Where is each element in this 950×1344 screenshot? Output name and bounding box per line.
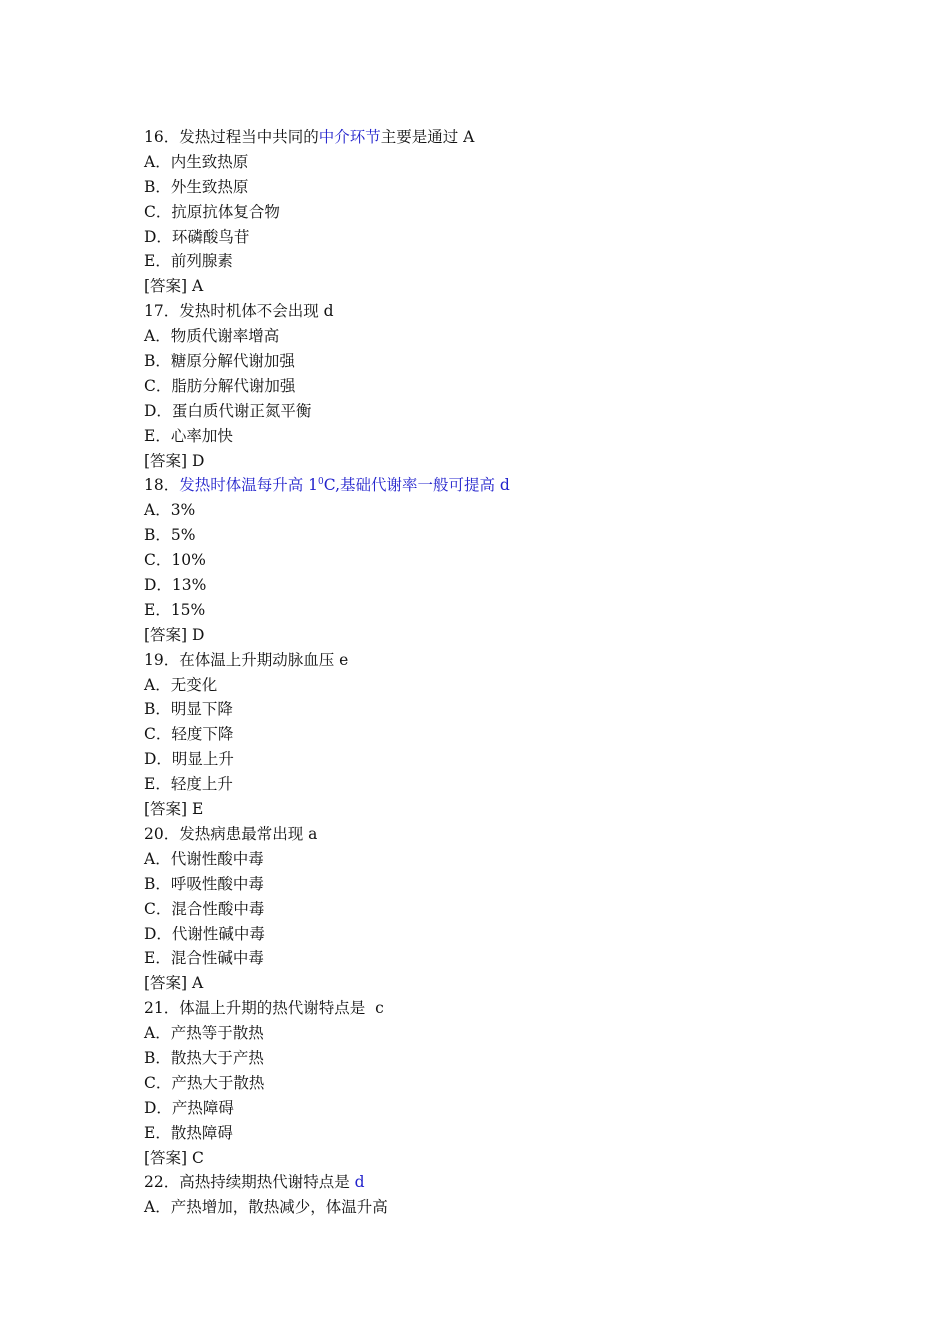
text-run: E．混合性碱中毒 [144, 949, 264, 968]
text-run: A．物质代谢率增高 [144, 327, 280, 346]
text-run: C．10% [144, 551, 206, 570]
text-run: 20．发热病患最常出现 a [144, 824, 318, 843]
text-line-q21-d [144, 1096, 510, 1121]
text-line-q20 [144, 822, 510, 847]
text-line-q21 [144, 996, 510, 1021]
text-run: 19．在体温上升期动脉血压 e [144, 650, 349, 669]
text-run: A．无变化 [144, 675, 218, 694]
text-run: C．抗原抗体复合物 [144, 202, 280, 221]
text-run: D．明显上升 [144, 750, 234, 769]
text-line-q17 [144, 299, 510, 324]
text-line-q16-d [144, 225, 510, 250]
text-line-q19-e [144, 772, 510, 797]
text-line-q20-ans [144, 971, 510, 996]
text-run: C．产热大于散热 [144, 1073, 265, 1092]
text-run: B．呼吸性酸中毒 [144, 874, 264, 893]
text-line-q20-a [144, 847, 510, 872]
text-line-q17-c [144, 374, 510, 399]
text-run: B．明显下降 [144, 700, 233, 719]
text-run: D．产热障碍 [144, 1098, 234, 1117]
text-run: 主要是通过 A [380, 128, 475, 146]
text-line-q16 [144, 125, 510, 150]
text-line-q18-c [144, 548, 510, 573]
text-line-q21-c [144, 1071, 510, 1096]
text-run: D．蛋白质代谢正氮平衡 [144, 401, 312, 420]
text-line-q21-e [144, 1121, 510, 1146]
text-line-q17-b [144, 349, 510, 374]
text-run: 0 [318, 477, 324, 488]
text-run: D．代谢性碱中毒 [144, 924, 265, 943]
text-line-q16-ans [144, 274, 510, 299]
text-run: 22．高热持续期热代谢特点是 [144, 1173, 355, 1192]
text-line-q19-ans [144, 797, 510, 822]
text-line-q19-c [144, 722, 510, 747]
text-line-q19-d [144, 747, 510, 772]
text-line-q19-a [144, 673, 510, 698]
text-line-q19-b [144, 697, 510, 722]
text-run: [答案] D [144, 625, 205, 644]
text-line-q17-d [144, 399, 510, 424]
text-run: 17．发热时机体不会出现 d [144, 302, 334, 321]
text-line-q21-a [144, 1021, 510, 1046]
text-line-q22 [144, 1170, 510, 1195]
text-run: [答案] D [144, 451, 205, 470]
text-line-q20-d [144, 922, 510, 947]
text-run: D．环磷酸鸟苷 [144, 227, 250, 246]
text-line-q18-ans [144, 623, 510, 648]
text-line-q20-c [144, 897, 510, 922]
text-line-q17-a [144, 324, 510, 349]
text-line-q18-b [144, 523, 510, 548]
text-run: 18． [144, 476, 180, 495]
text-line-q18-a [144, 498, 510, 523]
text-line-q21-ans [144, 1146, 510, 1171]
text-run: 16．发热过程当中共同的 [144, 128, 319, 146]
text-line-q16-a [144, 150, 510, 175]
text-run: [答案] A [144, 974, 204, 993]
text-line-q16-c [144, 200, 510, 225]
text-run: B．糖原分解代谢加强 [144, 352, 295, 371]
text-line-q22-a [144, 1195, 510, 1220]
text-line-q18-d [144, 573, 510, 598]
text-run: E．前列腺素 [144, 252, 233, 271]
text-run: E．15% [144, 600, 206, 619]
text-run: B．散热大于产热 [144, 1048, 264, 1067]
text-line-q21-b [144, 1046, 510, 1071]
text-run: E．心率加快 [144, 426, 233, 445]
text-run: [答案] A [144, 277, 204, 296]
text-run: d [354, 1173, 365, 1192]
text-line-q17-e [144, 424, 510, 449]
text-run: D．13% [144, 576, 207, 595]
document-body [144, 125, 510, 1220]
text-line-q17-ans [144, 449, 510, 474]
text-line-q18 [144, 473, 510, 498]
text-run: A．3% [144, 501, 196, 520]
text-line-q20-e [144, 946, 510, 971]
text-line-q16-b [144, 175, 510, 200]
text-line-q18-e [144, 598, 510, 623]
text-line-q16-e [144, 249, 510, 274]
text-run: 发热时体温每升高 1 [179, 476, 319, 495]
text-run: A．产热增加，散热减少，体温升高 [144, 1198, 388, 1217]
text-run: A．产热等于散热 [144, 1024, 264, 1043]
text-line-q19 [144, 648, 510, 673]
text-run: C．轻度下降 [144, 725, 234, 744]
text-run: [答案] E [144, 800, 204, 819]
text-run: [答案] C [144, 1148, 204, 1167]
text-run: C．脂肪分解代谢加强 [144, 376, 296, 395]
text-run: B．外生致热原 [144, 177, 249, 196]
text-line-q20-b [144, 872, 510, 897]
text-run: A．代谢性酸中毒 [144, 849, 264, 868]
text-run: C．混合性酸中毒 [144, 899, 265, 918]
text-run: B．5% [144, 526, 196, 545]
text-run: E．轻度上升 [144, 775, 233, 794]
text-run: A．内生致热原 [144, 152, 249, 171]
text-run: 21．体温上升期的热代谢特点是 c [144, 999, 384, 1018]
text-run: C,基础代谢率一般可提高 d [323, 476, 510, 495]
text-run: 中介环节 [318, 128, 381, 146]
text-run: E．散热障碍 [144, 1123, 233, 1142]
